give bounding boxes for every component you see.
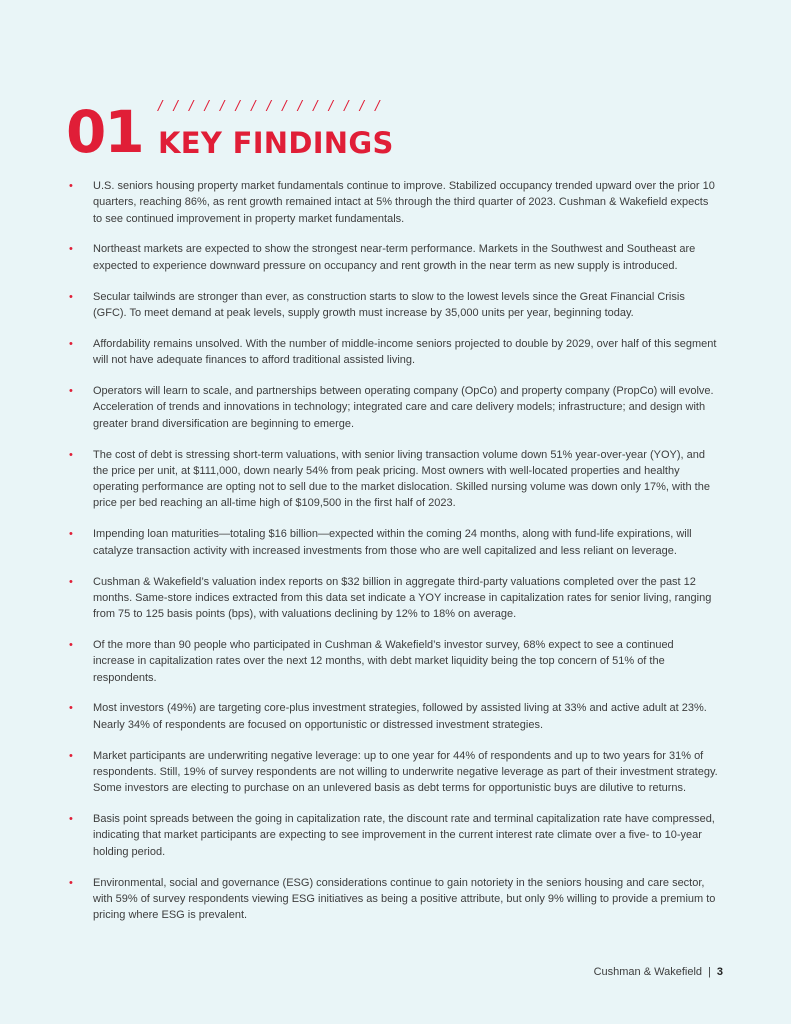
finding-item (68, 526, 718, 559)
finding-text: Secular tailwinds are stronger than ever, as construction starts to slow to the lowest levels since the Great Financial Crisis (GFC). To meet demand at peak levels, supply growth must increase by 35,000 units per year, beginning today. (93, 290, 685, 319)
bullet-icon: • (69, 749, 73, 762)
finding-item (68, 574, 718, 623)
finding-text: Of the more than 90 people who participated in Cushman & Wakefield’s investor survey, 68% expect to see a continued increase in capitalization rates over the next 12 months, with debt market liquidity being the top concern of 51% of the respondents. (93, 638, 674, 684)
finding-text: Impending loan maturities—totaling $16 billion—expected within the coming 24 months, along with fund-life expirations, will catalyze transaction activity with increased investments from those who are well capitalized and less reliant on leverage. (93, 528, 692, 557)
finding-item (68, 637, 718, 686)
finding-item (68, 178, 718, 227)
decorative-slashes: / / / / / / / / / / / / / / / (158, 99, 384, 114)
bullet-icon: • (69, 876, 73, 889)
footer-separator: | (708, 966, 711, 978)
bullet-icon: • (69, 702, 73, 715)
bullet-icon: • (69, 448, 73, 461)
bullet-icon: • (69, 638, 73, 651)
finding-item (68, 811, 718, 860)
finding-text: Northeast markets are expected to show the strongest near-term performance. Markets in the Southwest and Southeast are expected to experience downward pressure on occupancy and rent growth in the near term as new supply is introduced. (93, 243, 696, 272)
bullet-icon: • (69, 385, 73, 398)
bullet-icon: • (69, 243, 73, 256)
bullet-icon: • (69, 575, 73, 588)
finding-item (68, 748, 718, 797)
bullet-icon: • (69, 337, 73, 350)
finding-item (68, 383, 718, 432)
finding-text: U.S. seniors housing property market fundamentals continue to improve. Stabilized occupancy trended upward over the prior 10 quarters, reaching 86%, as rent growth remained intact at 5% through the third quarter of 2023. Cushman & Wakefield expects to see continued improvement in property market fundamentals. (93, 180, 715, 225)
finding-text: The cost of debt is stressing short-term valuations, with senior living transaction volume down 51% year-over-year (YOY), and the price per unit, at $111,000, down nearly 54% from peak pricing. Most owners with well-located properties and healthy operating performance are opting not to sell due to the market dislocation. Skilled nursing volume was down only 17%, with the price per bed reaching an all-time high of $109,500 in the first half of 2023. (93, 448, 710, 510)
finding-item (68, 700, 718, 733)
footer-company: Cushman & Wakefield (593, 966, 703, 978)
page-number: 3 (716, 966, 723, 978)
section-number: 01 (66, 98, 143, 166)
finding-text: Operators will learn to scale, and partnerships between operating company (OpCo) and property company (PropCo) will evolve. Acceleration of trends and innovations in technology; integrated care and care delivery models; infrastructure; and design with greater brand diversification are beginning to emerge. (93, 385, 714, 430)
bullet-icon: • (69, 528, 73, 541)
finding-text: Environmental, social and governance (ESG) considerations continue to gain notoriety in the seniors housing and care sector, with 59% of survey respondents viewing ESG initiatives as being a positive attribute, but only 9% willing to provide a premium to pricing where ESG is prevalent. (93, 876, 716, 922)
bullet-icon: • (69, 813, 73, 826)
finding-text: Market participants are underwriting negative leverage: up to one year for 44% of respondents and up to two years for 31% of respondents. Still, 19% of survey respondents are not willing to underwrite negative leverage as part of their investment strategy. Some investors are electing to purchase on an unlevered basis as debt terms for opportunistic buys are dilutive to returns. (93, 749, 718, 795)
section-title: KEY FINDINGS (158, 126, 394, 160)
page-footer (594, 965, 723, 979)
bullet-icon: • (69, 180, 73, 192)
key-findings-list (68, 178, 718, 938)
finding-text: Affordability remains unsolved. With the number of middle-income seniors projected to double by 2029, over half of this segment will not have adequate finances to afford traditional assisted living. (93, 337, 717, 367)
finding-item (68, 447, 718, 512)
finding-item (68, 875, 718, 924)
bullet-icon: • (69, 290, 73, 303)
finding-item (68, 241, 718, 274)
finding-item (68, 336, 718, 369)
finding-text: Basis point spreads between the going in capitalization rate, the discount rate and terminal capitalization rate have compressed, indicating that market participants are expecting to see improvement in the current interest rate climate over a five- to 10-year holding period. (93, 813, 715, 858)
finding-item (68, 289, 718, 322)
finding-text: Most investors (49%) are targeting core-plus investment strategies, followed by assisted living at 33% and active adult at 23%. Nearly 34% of respondents are focused on opportunistic or distressed investment strategies. (93, 702, 707, 731)
finding-text: Cushman & Wakefield’s valuation index reports on $32 billion in aggregate third-party valuations completed over the past 12 months. Same-store indices extracted from this data set indicate a YOY increase in capitalization rates for senior living, ranging from 75 to 125 basis points (bps), with valuations declining by 12% to 18% on average. (93, 575, 712, 621)
